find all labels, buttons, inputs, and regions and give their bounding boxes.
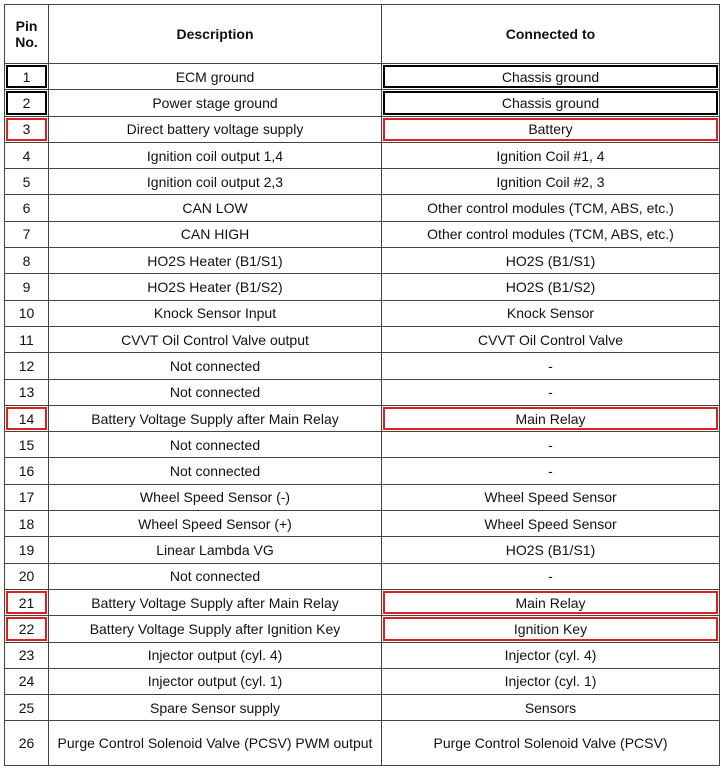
pin-cell: 19 <box>5 537 49 563</box>
connected-to-cell: HO2S (B1/S1) <box>382 537 720 563</box>
pin-cell: 5 <box>5 169 49 195</box>
table-row <box>5 616 720 642</box>
connected-to-cell: Ignition Key <box>382 616 720 642</box>
description-cell: Power stage ground <box>49 90 382 116</box>
description-cell: Not connected <box>49 353 382 379</box>
table-header-row <box>5 5 720 64</box>
connected-to-cell: Wheel Speed Sensor <box>382 511 720 537</box>
pin-cell: 20 <box>5 563 49 589</box>
table-row <box>5 432 720 458</box>
connected-to-cell: Injector (cyl. 4) <box>382 642 720 668</box>
description-cell: Not connected <box>49 432 382 458</box>
connected-to-cell: Injector (cyl. 1) <box>382 668 720 694</box>
pin-cell: 14 <box>5 405 49 431</box>
description-cell: Battery Voltage Supply after Main Relay <box>49 405 382 431</box>
table-row <box>5 116 720 142</box>
description-cell: Knock Sensor Input <box>49 300 382 326</box>
description-cell: Injector output (cyl. 4) <box>49 642 382 668</box>
table-row <box>5 379 720 405</box>
table-row <box>5 537 720 563</box>
pin-cell: 25 <box>5 695 49 721</box>
table-row <box>5 668 720 694</box>
pin-cell: 21 <box>5 589 49 615</box>
table-row <box>5 511 720 537</box>
description-cell: Battery Voltage Supply after Main Relay <box>49 589 382 615</box>
table-row <box>5 274 720 300</box>
pin-cell: 15 <box>5 432 49 458</box>
table-row <box>5 589 720 615</box>
connected-to-cell: Chassis ground <box>382 64 720 90</box>
description-cell: Wheel Speed Sensor (+) <box>49 511 382 537</box>
connected-to-cell: Battery <box>382 116 720 142</box>
connected-to-cell: Chassis ground <box>382 90 720 116</box>
description-cell: Not connected <box>49 563 382 589</box>
pin-cell: 24 <box>5 668 49 694</box>
connected-to-cell: Knock Sensor <box>382 300 720 326</box>
connected-to-cell: - <box>382 563 720 589</box>
pin-cell: 6 <box>5 195 49 221</box>
description-cell: Battery Voltage Supply after Ignition Key <box>49 616 382 642</box>
table-row <box>5 195 720 221</box>
pin-cell: 18 <box>5 511 49 537</box>
description-cell: HO2S Heater (B1/S2) <box>49 274 382 300</box>
description-cell: Not connected <box>49 458 382 484</box>
table-row <box>5 248 720 274</box>
connected-to-cell: - <box>382 432 720 458</box>
header-pin-number: Pin No. <box>5 5 49 64</box>
table-row <box>5 300 720 326</box>
pin-cell: 26 <box>5 721 49 766</box>
table-row <box>5 326 720 352</box>
connected-to-cell: Main Relay <box>382 405 720 431</box>
table-row <box>5 458 720 484</box>
table-row <box>5 169 720 195</box>
connected-to-cell: Main Relay <box>382 589 720 615</box>
pin-cell: 2 <box>5 90 49 116</box>
connected-to-cell: Other control modules (TCM, ABS, etc.) <box>382 195 720 221</box>
connected-to-cell: - <box>382 458 720 484</box>
connected-to-cell: HO2S (B1/S1) <box>382 248 720 274</box>
connected-to-cell: - <box>382 353 720 379</box>
table-row <box>5 221 720 247</box>
description-cell: Not connected <box>49 379 382 405</box>
connected-to-cell: CVVT Oil Control Valve <box>382 326 720 352</box>
description-cell: Injector output (cyl. 1) <box>49 668 382 694</box>
description-cell: Direct battery voltage supply <box>49 116 382 142</box>
description-cell: Spare Sensor supply <box>49 695 382 721</box>
table-body <box>5 64 720 766</box>
connected-to-cell: - <box>382 379 720 405</box>
pin-cell: 13 <box>5 379 49 405</box>
table-row <box>5 90 720 116</box>
table-row <box>5 695 720 721</box>
table-row <box>5 563 720 589</box>
pin-cell: 3 <box>5 116 49 142</box>
pin-assignment-table <box>4 4 720 766</box>
pin-cell: 10 <box>5 300 49 326</box>
description-cell: Wheel Speed Sensor (-) <box>49 484 382 510</box>
connected-to-cell: HO2S (B1/S2) <box>382 274 720 300</box>
table-row <box>5 64 720 90</box>
description-cell: CAN LOW <box>49 195 382 221</box>
description-cell: CVVT Oil Control Valve output <box>49 326 382 352</box>
pin-cell: 11 <box>5 326 49 352</box>
table-row <box>5 142 720 168</box>
description-cell: ECM ground <box>49 64 382 90</box>
header-description: Description <box>49 5 382 64</box>
pin-cell: 4 <box>5 142 49 168</box>
description-cell: Ignition coil output 2,3 <box>49 169 382 195</box>
connected-to-cell: Ignition Coil #2, 3 <box>382 169 720 195</box>
connected-to-cell: Ignition Coil #1, 4 <box>382 142 720 168</box>
pin-cell: 9 <box>5 274 49 300</box>
connected-to-cell: Other control modules (TCM, ABS, etc.) <box>382 221 720 247</box>
pin-cell: 12 <box>5 353 49 379</box>
pin-cell: 8 <box>5 248 49 274</box>
connected-to-cell: Wheel Speed Sensor <box>382 484 720 510</box>
table-row <box>5 642 720 668</box>
description-cell: Ignition coil output 1,4 <box>49 142 382 168</box>
description-cell: CAN HIGH <box>49 221 382 247</box>
header-connected-to: Connected to <box>382 5 720 64</box>
description-cell: Linear Lambda VG <box>49 537 382 563</box>
pin-table-container <box>4 4 720 766</box>
pin-cell: 7 <box>5 221 49 247</box>
pin-cell: 23 <box>5 642 49 668</box>
connected-to-cell: Sensors <box>382 695 720 721</box>
table-row <box>5 353 720 379</box>
pin-cell: 17 <box>5 484 49 510</box>
table-row <box>5 721 720 766</box>
pin-cell: 22 <box>5 616 49 642</box>
table-row <box>5 405 720 431</box>
table-row <box>5 484 720 510</box>
pin-cell: 16 <box>5 458 49 484</box>
pin-cell: 1 <box>5 64 49 90</box>
description-cell: Purge Control Solenoid Valve (PCSV) PWM output <box>49 721 382 766</box>
connected-to-cell: Purge Control Solenoid Valve (PCSV) <box>382 721 720 766</box>
description-cell: HO2S Heater (B1/S1) <box>49 248 382 274</box>
